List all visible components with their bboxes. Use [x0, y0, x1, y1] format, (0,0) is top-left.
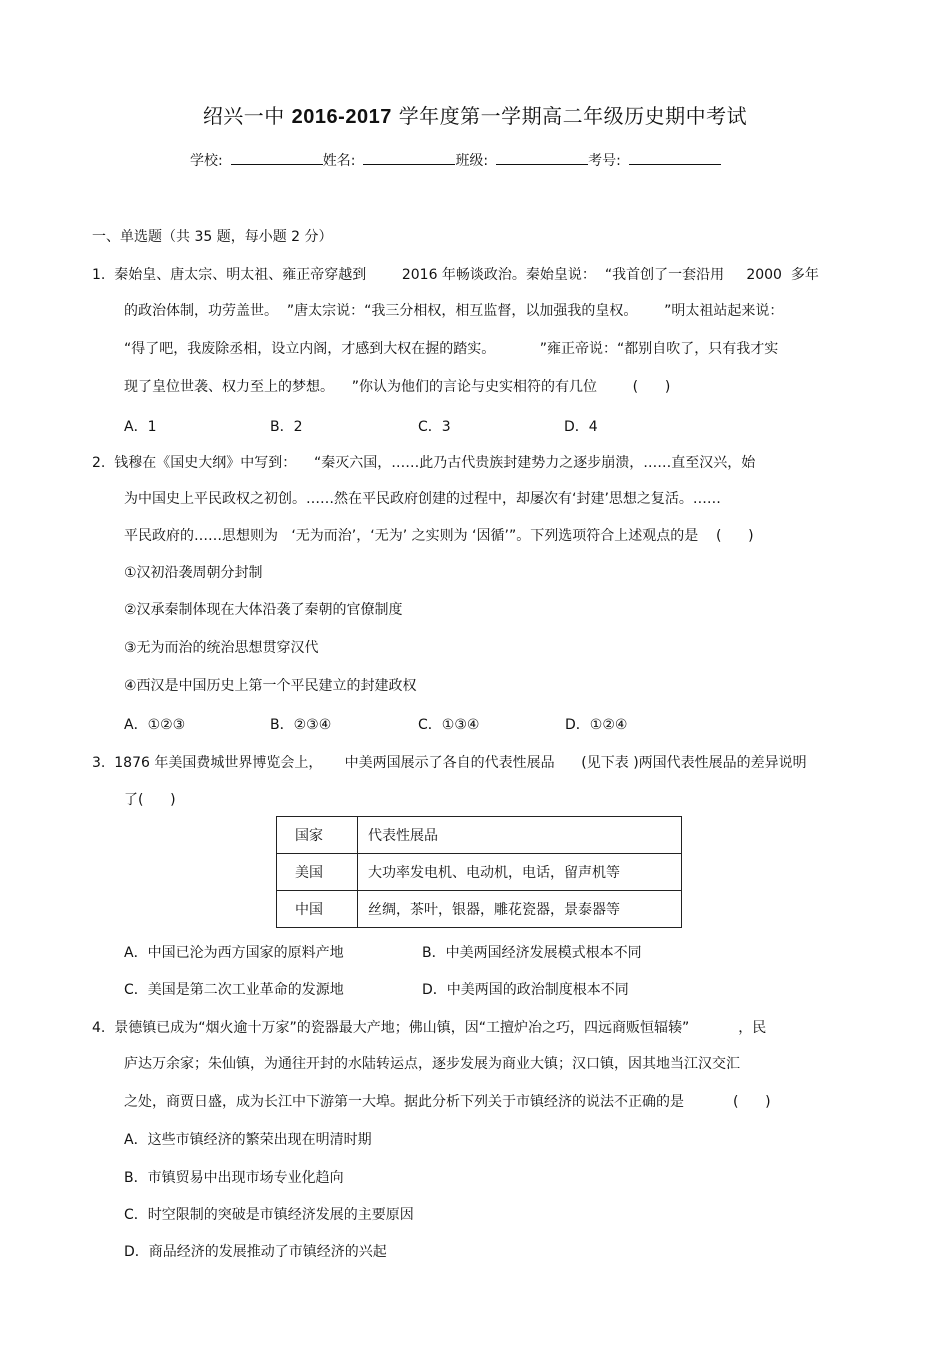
q4-option-c[interactable]: C．时空限制的突破是市镇经济发展的主要原因 [124, 1207, 414, 1223]
exhibit-table [276, 816, 682, 928]
q1-option-c[interactable]: C．3 [418, 419, 451, 435]
q3-option-d[interactable]: D．中美两国的政治制度根本不同 [422, 982, 629, 998]
q1-option-a[interactable]: A．1 [124, 419, 157, 435]
q3-option-c[interactable]: C．美国是第二次工业革命的发源地 [124, 982, 344, 998]
q4-option-d[interactable]: D．商品经济的发展推动了市镇经济的兴起 [124, 1244, 387, 1260]
q3-option-a[interactable]: A．中国已沦为西方国家的原料产地 [124, 945, 344, 961]
q2-stem-line2: 为中国史上平民政权之初创。……然在平民政府创建的过程中，却屡次有‘封建’思想之复活。…… [124, 491, 721, 507]
q4-stem-line2: 庐达万余家；朱仙镇，为通往开封的水陆转运点，逐步发展为商业大镇；汉口镇，因其地当江汉交汇 [124, 1056, 740, 1072]
title-prefix: 绍兴一中 [202, 104, 285, 128]
title-suffix: 学年度第一学期高二年级历史期中考试 [398, 104, 748, 128]
q4-option-a[interactable]: A．这些市镇经济的繁荣出现在明清时期 [124, 1132, 372, 1148]
q2-stem-line3: 平民政府的……思想则为 ‘无为而治’，‘无为’ 之实则为 ‘因循’”。下列选项符合上述观点的是 ( ) [124, 528, 754, 544]
table-cell: 大功率发电机、电动机，电话，留声机等 [358, 854, 682, 891]
table-header-cell: 国家 [277, 817, 358, 854]
table-cell: 美国 [277, 854, 358, 891]
q1-option-b[interactable]: B．2 [270, 419, 303, 435]
q3-stem-line1: 3. 1876 年美国费城世界博览会上， 中美两国展示了各自的代表性展品 (见下表 )两国代表性展品的差异说明 [92, 755, 807, 771]
name-label: 姓名: [322, 153, 356, 169]
q2-statement-3: ③无为而治的统治思想贯穿汉代 [124, 640, 319, 656]
table-cell: 中国 [277, 891, 358, 928]
class-label: 班级: [455, 153, 489, 169]
q1-stem-line1: 1. 秦始皇、唐太宗、明太祖、雍正帝穿越到 2016 年畅谈政治。秦始皇说： “我首创了一套沿用 2000 多年 [92, 267, 819, 283]
q2-option-b[interactable]: B．②③④ [270, 717, 332, 733]
q2-stem-line1: 2. 钱穆在《国史大纲》中写到： “秦灭六国，……此乃古代贵族封建势力之逐步崩溃，……直至汉兴，始 [92, 455, 756, 471]
school-label: 学校: [190, 153, 223, 169]
table-header-row [277, 817, 682, 854]
q1-stem-line3: “得了吧，我废除丞相，设立内阁，才感到大权在握的踏实。 ”雍正帝说：“都别自吹了，只有我才实 [124, 341, 779, 357]
q2-statement-4: ④西汉是中国历史上第一个平民建立的封建政权 [124, 678, 417, 694]
table-row [277, 854, 682, 891]
class-field[interactable] [496, 152, 588, 165]
name-field[interactable] [363, 152, 455, 165]
q1-stem-line2: 的政治体制，功劳盖世。 ”唐太宗说：“我三分相权，相互监督，以加强我的皇权。 ”明太祖站起来说： [124, 303, 784, 319]
q4-option-b[interactable]: B．市镇贸易中出现市场专业化趋向 [124, 1170, 344, 1186]
q2-statement-2: ②汉承秦制体现在大体沿袭了秦朝的官僚制度 [124, 602, 403, 618]
student-info-row [190, 150, 721, 170]
section-heading: 一、单选题（共 35 题，每小题 2 分） [92, 229, 333, 245]
page-title [0, 100, 950, 129]
table-cell: 丝绸，茶叶，银器，雕花瓷器，景泰器等 [358, 891, 682, 928]
school-field[interactable] [231, 152, 323, 165]
q3-option-b[interactable]: B．中美两国经济发展模式根本不同 [422, 945, 642, 961]
table-header-cell: 代表性展品 [358, 817, 682, 854]
q4-stem-line3: 之处，商贾日盛，成为长江中下游第一大埠。据此分析下列关于市镇经济的说法不正确的是 ( ) [124, 1094, 771, 1110]
exam-no-field[interactable] [629, 152, 721, 165]
q3-stem-line2: 了( ) [124, 792, 176, 808]
exam-no-label: 考号: [588, 153, 621, 169]
q2-option-a[interactable]: A．①②③ [124, 717, 186, 733]
q2-option-c[interactable]: C．①③④ [418, 717, 480, 733]
title-year: 2016-2017 [291, 106, 392, 128]
q4-stem-line1: 4. 景德镇已成为“烟火逾十万家”的瓷器最大产地；佛山镇，因“工擅炉冶之巧，四远商贩恒辐辏” ，民 [92, 1020, 767, 1036]
q2-option-d[interactable]: D．①②④ [565, 717, 628, 733]
q1-option-d[interactable]: D．4 [564, 419, 598, 435]
q1-stem-line4: 现了皇位世袭、权力至上的梦想。 ”你认为他们的言论与史实相符的有几位 ( ) [124, 379, 671, 395]
table-row [277, 891, 682, 928]
q2-statement-1: ①汉初沿袭周朝分封制 [124, 565, 263, 581]
